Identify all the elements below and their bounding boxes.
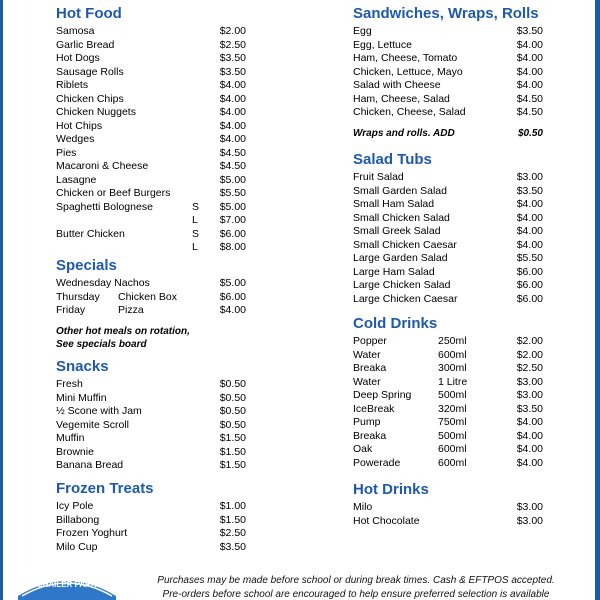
section-title: Cold Drinks (353, 315, 438, 332)
menu-row (56, 25, 246, 39)
item-price: $4.00 (516, 238, 543, 251)
item-name: Fruit Salad (353, 171, 404, 183)
item-size: 250ml (438, 335, 467, 347)
menu-row (353, 239, 543, 253)
note-line: See specials board (56, 339, 147, 350)
menu-row (353, 279, 543, 293)
item-price: $5.00 (219, 173, 246, 186)
section-title: Hot Drinks (353, 481, 429, 498)
item-name: Hot Chocolate (353, 514, 420, 527)
item-name: Friday (56, 304, 86, 316)
item-name: Chicken, Cheese, Salad (353, 106, 466, 118)
item-price: $4.00 (516, 198, 543, 210)
item-price: $3.00 (516, 171, 543, 183)
item-price: $4.00 (516, 211, 543, 224)
menu-row (56, 160, 246, 174)
item-price: $1.50 (219, 432, 246, 444)
item-size: S (192, 200, 200, 213)
item-price: $4.50 (219, 160, 246, 172)
item-name: Large Garden Salad (353, 252, 448, 264)
menu-row (56, 133, 246, 147)
item-name: Wednesday Nachos (56, 277, 150, 289)
hot-drinks-section (353, 481, 543, 528)
item-price: $6.00 (516, 292, 543, 305)
item-price: $4.00 (219, 92, 246, 105)
item-name: Brownie (56, 445, 94, 458)
item-name: Mini Muffin (56, 391, 107, 404)
menu-row (56, 93, 246, 107)
item-size: 500ml (438, 389, 467, 401)
menu-list (56, 500, 246, 554)
item-name: Small Chicken Caesar (353, 238, 457, 251)
menu-row (56, 66, 246, 80)
item-name: Egg, Lettuce (353, 38, 412, 51)
menu-row (353, 93, 543, 107)
menu-row (56, 446, 246, 460)
menu-row (353, 430, 543, 444)
section-title: Salad Tubs (353, 151, 432, 168)
item-name: Chicken Nuggets (56, 106, 136, 118)
item-name: Ham, Cheese, Salad (353, 92, 450, 105)
item-name: Oak (353, 443, 373, 455)
item-price: $0.50 (219, 391, 246, 404)
item-name: Small Chicken Salad (353, 211, 450, 224)
note-label: Wraps and rolls. ADD (353, 128, 455, 139)
item-name: Garlic Bread (56, 38, 115, 51)
item-price: $4.00 (516, 79, 543, 91)
menu-row (353, 389, 543, 403)
menu-row (56, 378, 246, 392)
menu-row (353, 212, 543, 226)
item-name: Fresh (56, 378, 83, 390)
menu-row (56, 277, 246, 291)
item-price: $3.50 (219, 540, 246, 553)
item-size: 600ml (438, 456, 467, 469)
item-price: $2.50 (219, 527, 246, 539)
item-name: Pies (56, 146, 77, 159)
item-name: Small Ham Salad (353, 198, 435, 210)
item-price: $2.50 (516, 362, 543, 374)
menu-row (353, 79, 543, 93)
item-price: $4.50 (219, 146, 246, 159)
item-name: Small Garden Salad (353, 184, 447, 197)
item-price: $8.00 (219, 241, 246, 253)
menu-row (353, 349, 543, 363)
menu-row (56, 419, 246, 433)
item-price: $4.00 (219, 304, 246, 316)
item-price: $3.00 (516, 389, 543, 401)
salad-tubs-section (353, 151, 543, 306)
item-price: $3.50 (516, 25, 543, 37)
menu-row (353, 185, 543, 199)
item-name: Sausage Rolls (56, 65, 124, 78)
item-price: $4.50 (516, 106, 543, 118)
item-price: $3.00 (516, 501, 543, 513)
item-size: L (192, 241, 198, 253)
menu-row (353, 403, 543, 417)
section-title: Frozen Treats (56, 480, 154, 497)
item-price: $6.00 (219, 290, 246, 303)
menu-row (56, 541, 246, 555)
menu-row (353, 266, 543, 280)
item-size: 1 Litre (438, 375, 468, 388)
item-name: Egg (353, 25, 372, 37)
item-price: $1.50 (219, 445, 246, 458)
menu-row (56, 187, 246, 201)
item-price: $6.00 (516, 279, 543, 291)
item-name: Milo (353, 501, 373, 513)
item-price: $3.50 (219, 52, 246, 64)
menu-row (56, 106, 246, 120)
item-size: Chicken Box (118, 290, 177, 303)
item-name: Butter Chicken (56, 227, 125, 240)
menu-row (353, 293, 543, 307)
item-size: Pizza (118, 304, 144, 316)
item-name: Small Greek Salad (353, 225, 441, 237)
menu-row (353, 66, 543, 80)
menu-row (56, 228, 246, 242)
right-border (595, 0, 600, 600)
item-price: $4.00 (516, 225, 543, 237)
item-name: Chicken or Beef Burgers (56, 187, 171, 199)
section-title: Hot Food (56, 5, 122, 22)
menu-row (56, 201, 246, 215)
item-name: Milo Cup (56, 540, 98, 553)
item-name: Popper (353, 335, 387, 347)
item-price: $6.00 (219, 227, 246, 240)
section-title: Specials (56, 257, 117, 274)
item-price: $4.00 (516, 38, 543, 51)
item-price: $2.50 (219, 38, 246, 51)
menu-row (353, 52, 543, 66)
item-price: $4.00 (219, 106, 246, 118)
item-name: Riblets (56, 79, 89, 91)
frozen-treats-section (56, 480, 246, 554)
item-price: $4.00 (516, 429, 543, 442)
section-title: Sandwiches, Wraps, Rolls (353, 5, 539, 22)
item-price: $7.00 (219, 214, 246, 226)
item-price: $3.00 (516, 514, 543, 527)
item-price: $0.50 (219, 405, 246, 417)
item-name: Thursday (56, 290, 100, 303)
item-name: Salad with Cheese (353, 79, 441, 91)
item-name: Large Ham Salad (353, 265, 435, 278)
menu-row (353, 416, 543, 430)
item-name: Breaka (353, 362, 387, 374)
menu-list (56, 277, 246, 318)
item-size: 320ml (438, 402, 467, 415)
menu-row (353, 39, 543, 53)
menu-row (56, 405, 246, 419)
item-price: $5.50 (516, 252, 543, 264)
menu-row (353, 443, 543, 457)
item-name: Vegemite Scroll (56, 418, 129, 431)
menu-row (353, 376, 543, 390)
menu-row (56, 527, 246, 541)
menu-row (56, 241, 246, 255)
item-name: Billabong (56, 513, 100, 526)
item-size: L (192, 214, 198, 226)
item-price: $2.00 (516, 348, 543, 361)
item-size: S (192, 227, 200, 240)
item-price: $0.50 (219, 418, 246, 431)
item-name: Icy Pole (56, 500, 94, 512)
item-name: Chicken, Lettuce, Mayo (353, 65, 463, 78)
item-price: $3.50 (219, 65, 246, 78)
menu-row (353, 335, 543, 349)
menu-row (56, 52, 246, 66)
item-name: Breaka (353, 429, 387, 442)
menu-row (353, 225, 543, 239)
item-name: Frozen Yoghurt (56, 527, 128, 539)
item-name: Large Chicken Salad (353, 279, 451, 291)
menu-row (353, 252, 543, 266)
menu-row (56, 120, 246, 134)
item-size: 750ml (438, 416, 467, 428)
item-name: Samosa (56, 25, 95, 37)
item-size: 500ml (438, 429, 467, 442)
menu-row (353, 457, 543, 471)
menu-list (353, 335, 543, 470)
footer-line: Pre-orders before school are encouraged to help ensure preferred selection is available (162, 589, 550, 600)
item-price: $4.00 (219, 119, 246, 132)
item-name: Ham, Cheese, Tomato (353, 52, 458, 64)
menu-row (353, 198, 543, 212)
item-name: Spaghetti Bolognese (56, 200, 153, 213)
logo-text: SHAILER PARK (37, 580, 97, 589)
item-name: Water (353, 375, 381, 388)
menu-row (56, 214, 246, 228)
item-price: $3.00 (516, 375, 543, 388)
menu-list (353, 501, 543, 528)
item-name: Deep Spring (353, 389, 412, 401)
item-price: $2.00 (516, 335, 543, 347)
menu-list (56, 25, 246, 255)
item-price: $4.00 (516, 52, 543, 64)
menu-row (56, 514, 246, 528)
item-price: $4.00 (516, 416, 543, 428)
item-name: Chicken Chips (56, 92, 124, 105)
item-price: $0.50 (219, 378, 246, 390)
item-size: 300ml (438, 362, 467, 374)
menu-row (353, 25, 543, 39)
section-title: Snacks (56, 358, 109, 375)
item-name: Water (353, 348, 381, 361)
specials-section (56, 257, 246, 318)
item-price: $4.00 (219, 133, 246, 145)
sandwiches-section (353, 5, 543, 120)
item-name: Pump (353, 416, 381, 428)
menu-row (56, 174, 246, 188)
item-name: Lasagne (56, 173, 97, 186)
item-price: $4.00 (219, 79, 246, 91)
item-price: $5.50 (219, 187, 246, 199)
item-price: $1.50 (219, 459, 246, 471)
snacks-section (56, 358, 246, 473)
menu-row (56, 500, 246, 514)
item-name: Banana Bread (56, 459, 124, 471)
menu-row (353, 171, 543, 185)
menu-row (56, 147, 246, 161)
item-name: Hot Chips (56, 119, 103, 132)
item-price: $2.00 (219, 25, 246, 37)
menu-list (56, 378, 246, 473)
menu-row (56, 39, 246, 53)
menu-row (56, 432, 246, 446)
item-price: $6.00 (516, 265, 543, 278)
item-price: $4.00 (516, 456, 543, 469)
note-line: Other hot meals on rotation, (56, 326, 190, 337)
school-logo (14, 570, 120, 600)
menu-row (56, 79, 246, 93)
menu-row (353, 362, 543, 376)
item-name: Hot Dogs (56, 52, 100, 64)
item-name: Powerade (353, 456, 401, 469)
footer-line: Purchases may be made before school or during break times. Cash & EFTPOS accepted. (157, 575, 555, 586)
hot-food-section (56, 5, 246, 255)
menu-row (353, 106, 543, 120)
item-price: $4.00 (516, 65, 543, 78)
item-size: 600ml (438, 443, 467, 455)
menu-list (353, 25, 543, 120)
cold-drinks-section (353, 315, 543, 470)
note-price: $0.50 (517, 128, 543, 139)
left-border (0, 0, 3, 600)
specials-note (56, 325, 256, 351)
item-price: $3.50 (516, 184, 543, 197)
item-size: 600ml (438, 348, 467, 361)
item-price: $5.00 (219, 200, 246, 213)
item-name: IceBreak (353, 402, 395, 415)
item-name: Wedges (56, 133, 95, 145)
item-price: $5.00 (219, 277, 246, 289)
menu-row (353, 501, 543, 515)
menu-row (56, 459, 246, 473)
menu-row (56, 304, 246, 318)
menu-row (56, 291, 246, 305)
item-name: ½ Scone with Jam (56, 405, 142, 417)
item-price: $4.00 (516, 443, 543, 455)
menu-row (353, 515, 543, 529)
item-price: $1.50 (219, 513, 246, 526)
item-price: $1.00 (219, 500, 246, 512)
menu-list (353, 171, 543, 306)
menu-row (56, 392, 246, 406)
item-price: $3.50 (516, 402, 543, 415)
item-name: Macaroni & Cheese (56, 160, 149, 172)
wraps-note (353, 127, 543, 140)
item-price: $4.50 (516, 92, 543, 105)
item-name: Muffin (56, 432, 85, 444)
item-name: Large Chicken Caesar (353, 292, 458, 305)
